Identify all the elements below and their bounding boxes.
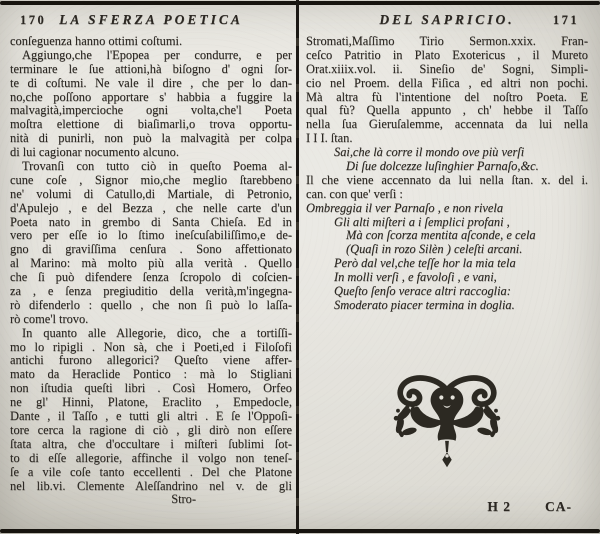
scan-frame-top: [0, 1, 600, 5]
text-line: cune coſe , Signor mio,che meglio ſtarebbeno: [10, 173, 292, 187]
text-line: che ſi può difendere ſenza ſcropolo di coſcien-: [10, 271, 292, 285]
text-line: Trovanſi con tutto ciò in queſto Poema al-: [22, 160, 292, 174]
text-line: ceſco Patritio in Plato Exotericus , il Mureto: [306, 48, 588, 62]
text-line: Però dal vel,che teſſe hor la mia tela: [334, 257, 516, 271]
text-line: nità di punirli, non può la malvagità per colpa: [10, 132, 292, 146]
text-line: za , e ſenza pregiuditio della verità,m'ingegna-: [10, 285, 292, 299]
text-line: Orat.xiiix.vol. ii. Sineſio de' Sogni, Simpli-: [306, 62, 588, 76]
text-line: rò come'l trovo.: [10, 312, 89, 326]
page-gutter-line: [296, 0, 299, 534]
text-line: I I I. ſtan.: [306, 132, 353, 146]
running-title-right: DEL SAPRICIO.: [379, 12, 515, 27]
text-line: Aggiungo,che l'Epopea per condurre, e per: [22, 48, 292, 62]
text-line: to di eſſe allegorie, affinche il volgo non teneſ-: [10, 451, 292, 465]
text-line: ſe a vile coſe tanto eccellenti . Del che Platone: [10, 465, 292, 479]
text-line: nel lib.vi. Clemente Aleſſandrino nel v. de gli: [10, 479, 292, 493]
text-line: can. con que' verſi :: [306, 187, 403, 201]
text-line: Stromati,Maſſimo Tirio Sermon.xxix. Fran-: [306, 35, 588, 48]
page-right-footer: [306, 499, 588, 515]
text-line: Di ſue dolcezze luſinghier Parnaſo,&c.: [346, 160, 539, 174]
page-left: [10, 12, 292, 507]
text-line: cio nel Proem. della Fiſica , ed altri non pochi.: [306, 76, 588, 90]
page-left-header: [10, 12, 292, 30]
text-line: (Quaſi in rozo Silèn ) celeſti arcani.: [346, 243, 523, 257]
page-number-left: 170: [20, 13, 47, 27]
signature-mark: H 2: [487, 498, 511, 514]
page-right-header: [306, 12, 588, 30]
text-line: In quanto alle Allegorie, dico, che a tortiſſi-: [22, 326, 292, 340]
text-line: nella ſua Gieruſalemme, accennata da lui nella: [306, 118, 588, 132]
text-line: Poeta nato in grembo di Santa Chieſa. Ed in: [10, 215, 292, 229]
text-line: In molli verſi , e favoloſi , e vani,: [334, 271, 497, 285]
text-line: antichi furono allegorici? Queſto viene affer-: [10, 354, 292, 368]
woodcut-tailpiece-ornament: [306, 373, 588, 473]
text-line: Dante , il Taſſo , e tutti gli altri . E ſe l'Oppoſi-: [10, 410, 292, 424]
text-line: malvagità,impercioche ogni volta,che'l Poeta: [10, 104, 292, 118]
text-line: moſtra elettione di biaſimarli,o trova opportu-: [10, 118, 292, 132]
text-line: ſtata altra, che d'occultare i miſteri ſublimi ſot-: [10, 437, 292, 451]
text-line: ne gl' Hinni, Platone, Eraclito , Empedocle,: [10, 396, 292, 410]
text-line: non iſtudia queſti libri . Così Homero, Orfeo: [10, 382, 292, 396]
page-right: [306, 12, 588, 515]
scan-frame-bottom: [0, 529, 600, 533]
text-line: al Marino: mà molto più alla verità . Quello: [10, 257, 292, 271]
text-line: gno di graviſſima cenſura . Sono affettionato: [10, 243, 292, 257]
text-line: Il che viene accennato da lui nella ſtan. x. del i.: [306, 173, 588, 187]
page-left-text-column: [10, 35, 292, 507]
text-line: qual fù? Quella appunto , ch' hebbe il Taſſo: [306, 104, 588, 118]
text-line: Smoderato piacer termina in doglia.: [334, 298, 515, 312]
text-line: tore cerca la ragione di ciò , gli dirò non eſſere: [10, 423, 292, 437]
text-line: d'Apulejo , e del Bezza , che nelle carte d'un: [10, 201, 292, 215]
text-line: Mà con ſcorza mentita aſconde, e cela: [346, 229, 536, 243]
text-line: conſeguenza hanno ottimi coſtumi.: [10, 35, 183, 48]
text-line: mo lo ripigli . Non sà, che i Poeti,ed i Filoſofi: [10, 340, 292, 354]
text-line: ne' volumi di Catullo,di Martiale, di Petronio,: [10, 187, 292, 201]
text-line: no,che poſſono apportare s' habbia a fuggire la: [10, 90, 292, 104]
text-line: di lui cagionar nocumento alcuno.: [10, 146, 179, 160]
catchword: CA-: [545, 498, 572, 514]
page-number-right: 171: [552, 13, 580, 27]
text-line: Ombreggia il ver Parnaſo , e non rivela: [306, 201, 504, 215]
page-right-text-column: [306, 35, 588, 313]
text-line: rò difenderlo : quello , che non ſi può lo laſſa-: [10, 298, 292, 312]
text-line: mato da Heraclide Pontico : mà lo Stigliani: [10, 368, 292, 382]
text-line: Queſto ſenſo verace altri raccoglia:: [334, 285, 511, 299]
text-line: terminare le ſue attioni,hà biſogno d' ogni ſor-: [10, 62, 292, 76]
text-line: te di coſtumi. Ne vale il dire , che per lo dan-: [10, 76, 292, 90]
text-line: Stro-: [171, 493, 196, 507]
text-line: Sai,che là corre il mondo ove più verſi: [334, 146, 525, 160]
text-line: Gli alti miſteri a i ſemplici profani ,: [334, 215, 510, 229]
running-title-left: LA SFERZA POETICA: [59, 12, 243, 27]
text-line: vero per eſſe io lo ſtimo ineſcuſabiliſſimo,e de-: [10, 229, 292, 243]
text-line: Mà altra fù l'intentione del noſtro Poeta. E: [306, 90, 588, 104]
